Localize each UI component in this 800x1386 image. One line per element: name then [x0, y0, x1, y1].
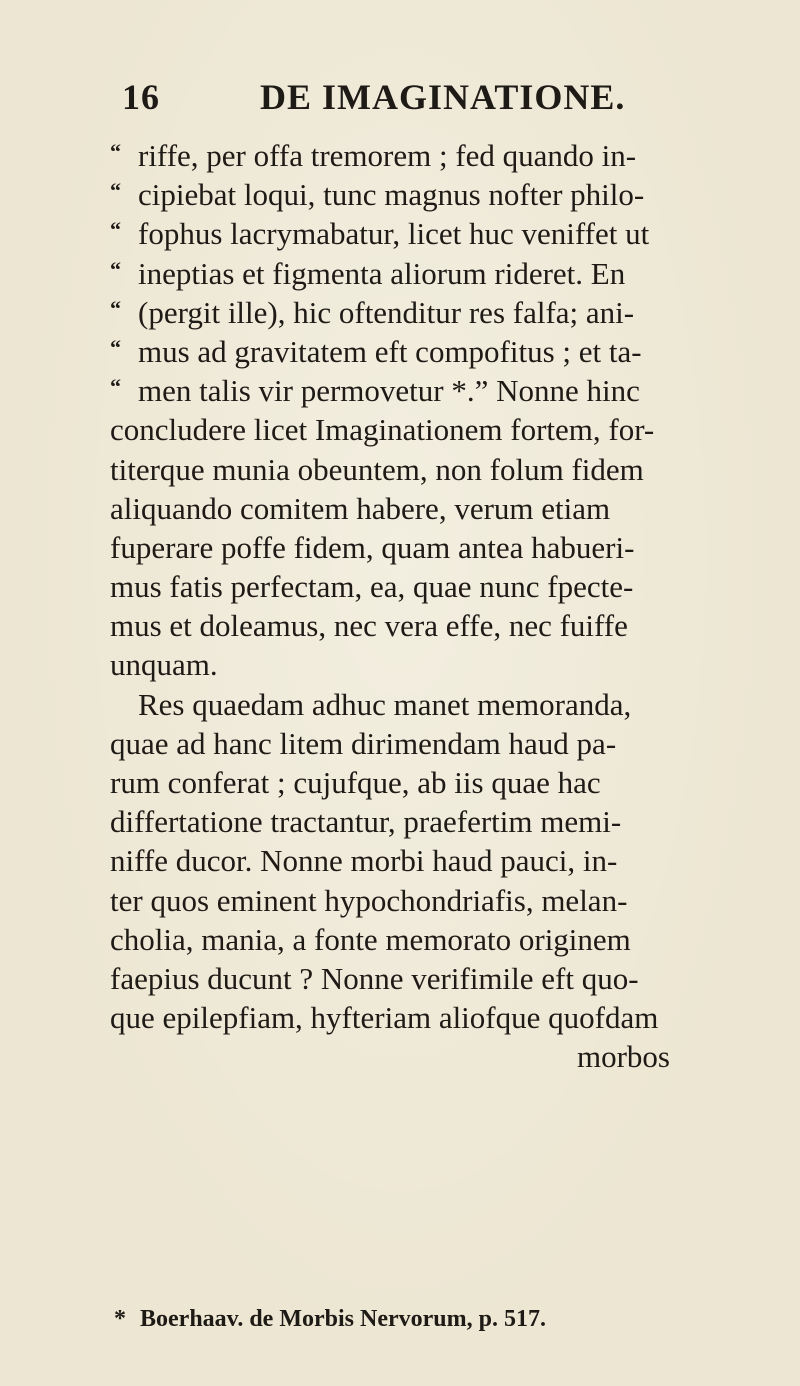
text-line [110, 802, 680, 841]
running-title: DE IMAGINATIONE. [260, 77, 626, 117]
line-text: fuperare poffe fidem, quam antea habueri- [110, 529, 635, 565]
text-line [110, 841, 680, 880]
line-text: ineptias et figmenta aliorum rideret. En [138, 255, 626, 291]
line-text: aliquando comitem habere, verum etiam [110, 490, 611, 526]
text-line [110, 293, 680, 332]
text-line [110, 645, 680, 684]
line-text: ter quos eminent hypochondriafis, melan- [110, 882, 628, 918]
text-line [110, 763, 680, 802]
quote-mark: “ [110, 139, 121, 164]
text-line [110, 567, 680, 606]
line-text: quae ad hanc litem dirimendam haud pa- [110, 725, 617, 761]
line-text: rum conferat ; cujufque, ab iis quae hac [110, 765, 601, 800]
catchword-line [110, 1037, 680, 1076]
quote-mark: “ [110, 178, 121, 204]
paragraph-start-line [110, 685, 680, 724]
line-text: niffe ducor. Nonne morbi haud pauci, in- [110, 843, 618, 879]
text-line [110, 606, 680, 645]
line-text: riffe, per offa tremorem ; fed quando in- [138, 138, 637, 173]
text-line [110, 489, 680, 528]
page-number: 16 [122, 77, 160, 117]
line-text: (pergit ille), hic oftenditur res falfa; ani- [138, 294, 635, 330]
text-line [110, 450, 680, 489]
line-text: fophus lacrymabatur, licet huc veniffet ut [138, 216, 650, 252]
text-line [110, 332, 680, 371]
line-text: que epilepfiam, hyfteriam aliofque quofdam [110, 1000, 659, 1036]
text-line [110, 881, 680, 920]
text-line [110, 175, 680, 214]
line-text: cipiebat loqui, tunc magnus nofter philo- [138, 177, 645, 213]
line-text: Res quaedam adhuc manet memoranda, [138, 686, 632, 722]
line-text: cholia, mania, a fonte memorato originem [110, 921, 631, 957]
quote-mark: “ [110, 334, 121, 360]
quote-mark: “ [110, 295, 121, 321]
line-text: mus ad gravitatem eft compofitus ; et ta- [138, 333, 642, 369]
footnote-mark: * [114, 1306, 126, 1332]
text-line [110, 998, 680, 1037]
text-line [110, 371, 680, 410]
line-text: unquam. [110, 647, 218, 683]
text-line [110, 920, 680, 959]
quote-mark: “ [110, 374, 121, 400]
quote-mark: “ [110, 217, 121, 243]
line-text: mus et doleamus, nec vera effe, nec fuiffe [110, 608, 628, 644]
text-line [110, 136, 680, 175]
body-text [110, 136, 680, 1077]
text-line [110, 528, 680, 567]
text-line [110, 254, 680, 293]
line-text: titerque munia obeuntem, non folum fidem [110, 451, 644, 487]
line-text: differtatione tractantur, praefertim memi- [110, 804, 622, 840]
line-text: faepius ducunt ? Nonne verifimile eft quo- [110, 960, 639, 996]
footnote-text: Boerhaav. de Morbis Nervorum, p. 517. [140, 1306, 546, 1332]
footnote [114, 1306, 674, 1333]
text-line [110, 959, 680, 998]
quote-mark: “ [110, 256, 121, 282]
text-line [110, 214, 680, 253]
catchword: morbos [577, 1039, 670, 1075]
line-text: concludere licet Imaginationem fortem, for- [110, 412, 655, 448]
page-header [118, 76, 678, 126]
text-line [110, 410, 680, 449]
text-line [110, 724, 680, 763]
line-text: mus fatis perfectam, ea, quae nunc fpecte- [110, 569, 634, 605]
line-text: men talis vir permovetur *.” Nonne hinc [138, 373, 640, 409]
